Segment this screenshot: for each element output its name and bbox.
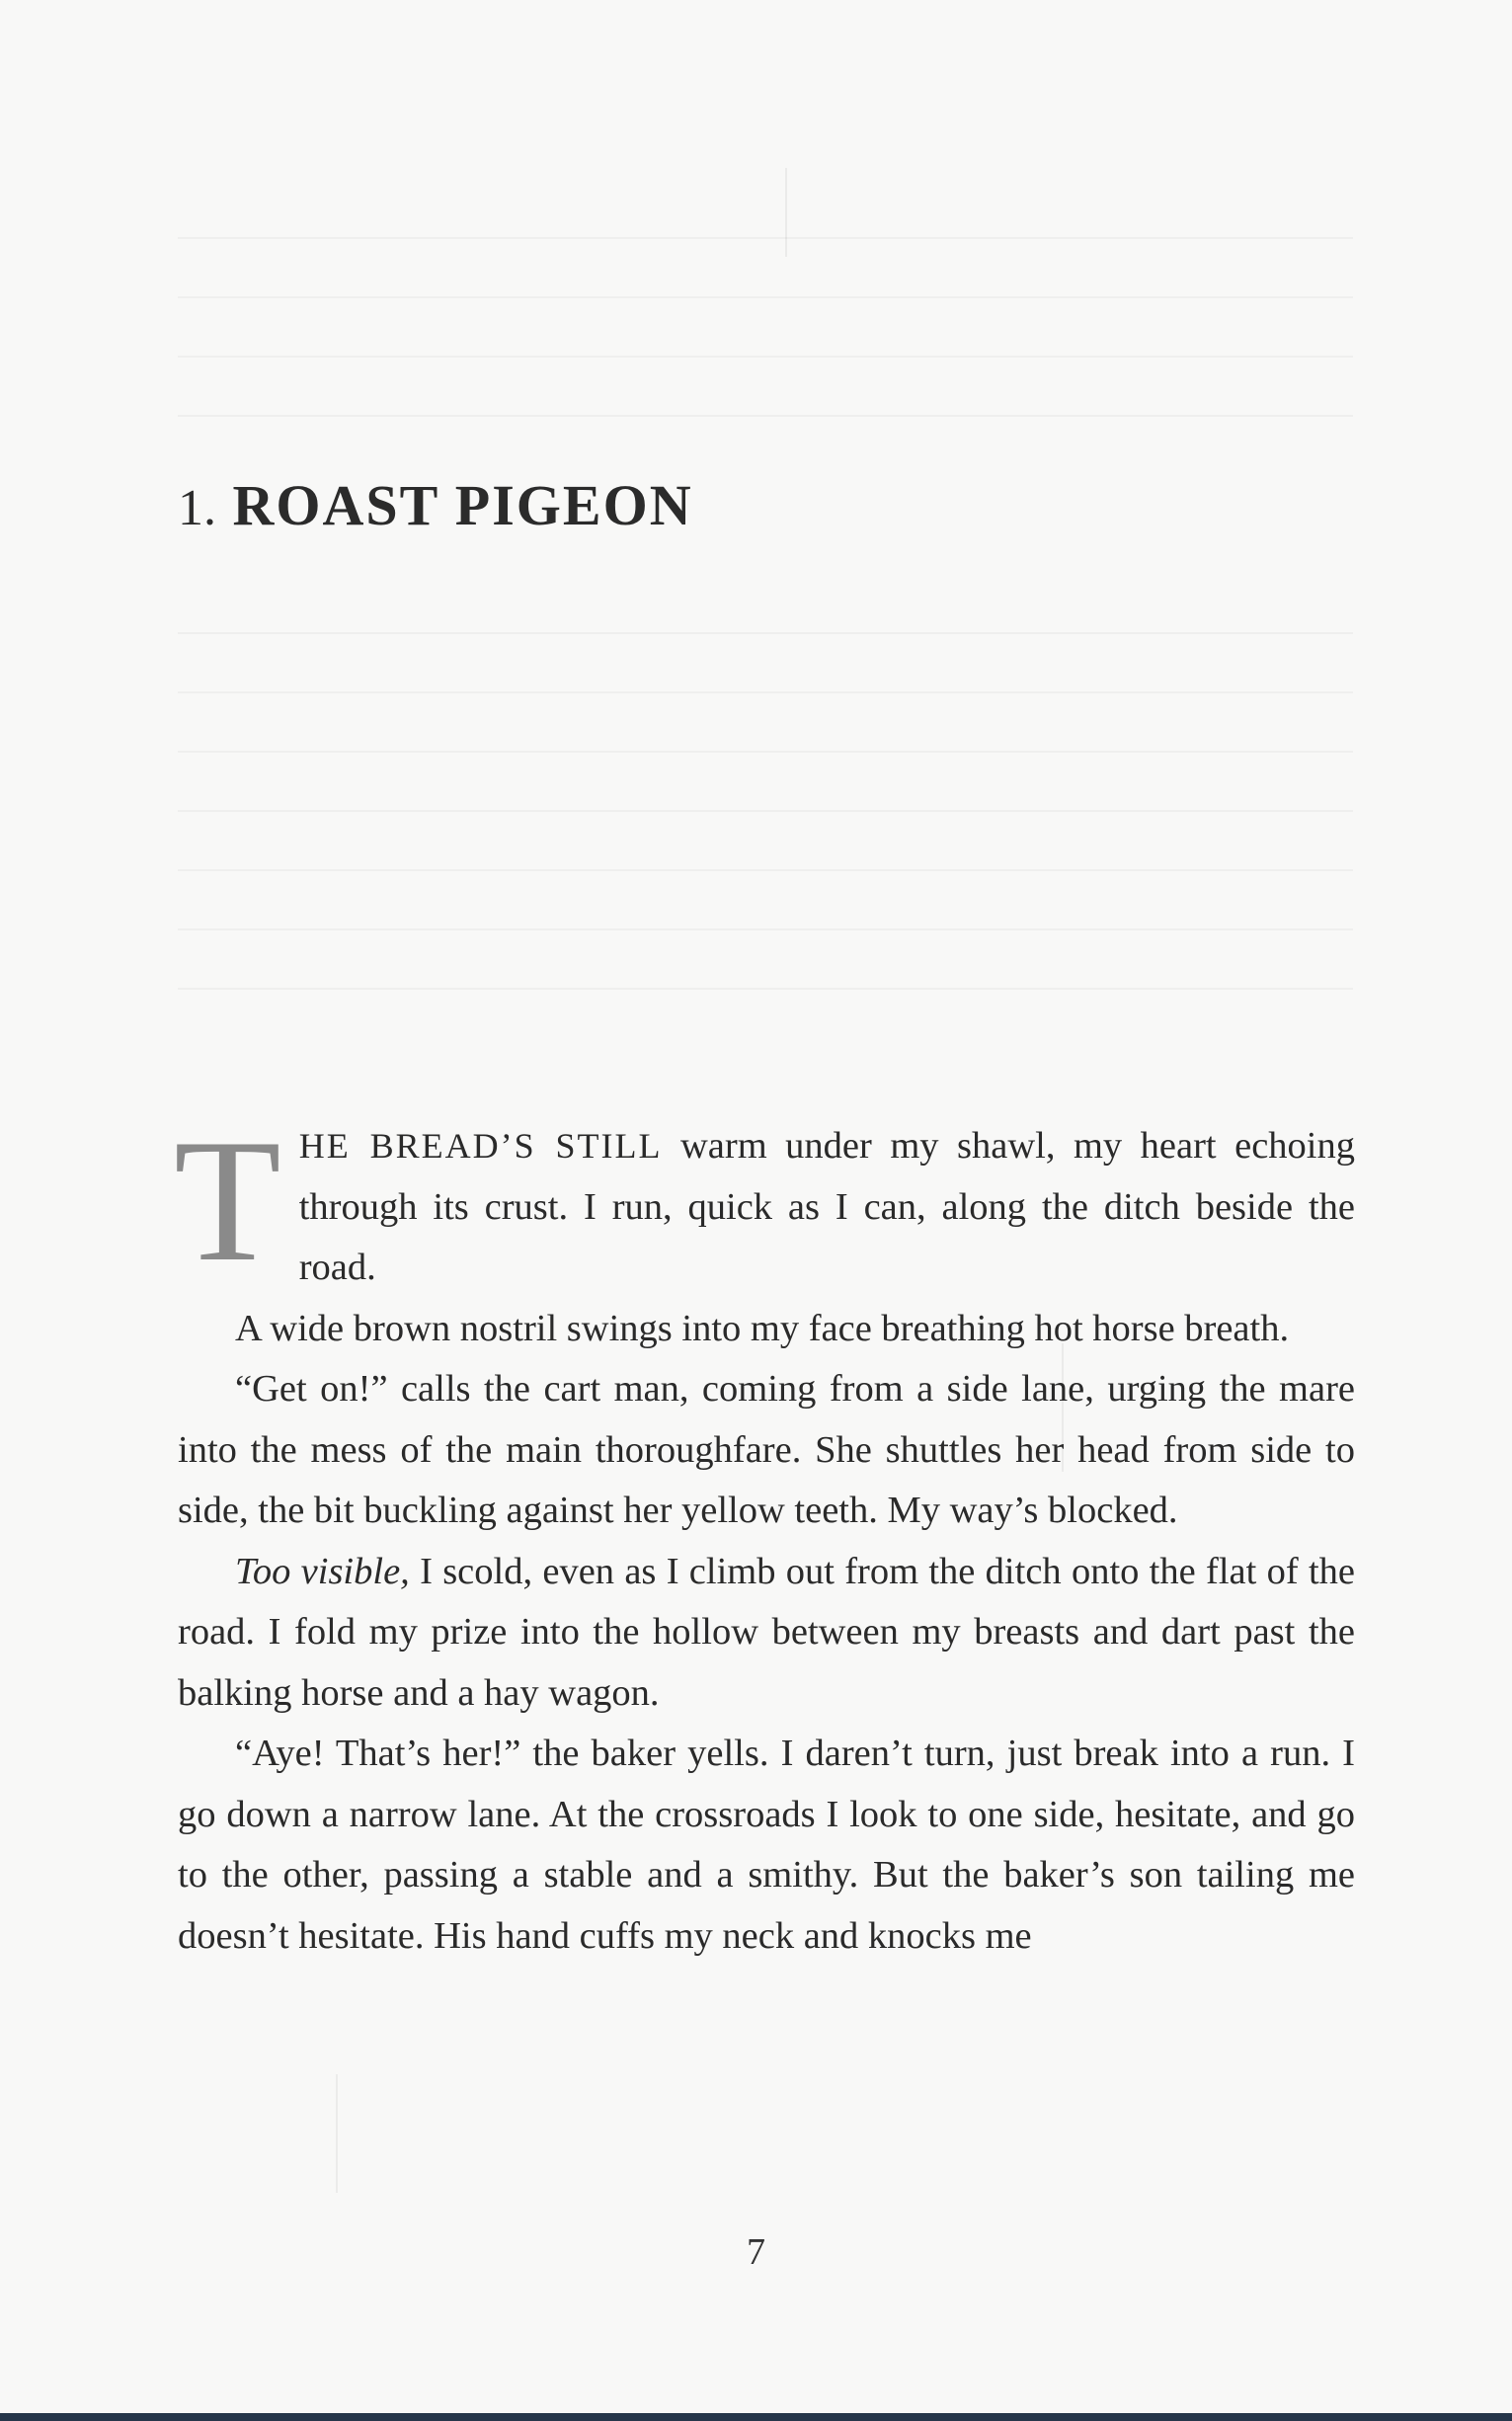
paragraph-3 — [178, 1359, 1355, 1542]
body-text — [174, 1102, 1355, 1967]
show-through-line — [178, 869, 1353, 871]
paragraph-1 — [174, 1102, 1355, 1299]
show-through-line — [178, 928, 1353, 930]
paragraph-2 — [178, 1299, 1355, 1360]
small-caps-lead-in: HE BREAD’S STILL — [298, 1126, 663, 1166]
paragraph-text: warm under my shawl, my heart echoing through its crust. I run, quick as I can, along the ditch beside the road. — [298, 1125, 1355, 1288]
paragraph-5 — [178, 1724, 1355, 1967]
show-through-line — [178, 237, 1353, 239]
show-through-line — [178, 988, 1353, 990]
chapter-title — [178, 472, 693, 538]
show-through-mark — [785, 168, 787, 257]
show-through-line — [178, 632, 1353, 634]
show-through-line — [178, 296, 1353, 298]
chapter-title-text: ROAST PIGEON — [232, 473, 693, 537]
show-through-line — [178, 691, 1353, 693]
scan-edge — [0, 2413, 1512, 2421]
paragraph-text: I scold, even as I climb out from the ditch onto the flat of the road. I fold my prize into the hollow between my breasts and dart past the balking horse and a hay wagon. — [178, 1550, 1355, 1714]
paragraph-4 — [178, 1542, 1355, 1725]
paragraph-text: “Aye! That’s her!” the baker yells. I daren’t turn, just break into a run. I go down a narrow lane. At the crossroads I look to one side, hesitate, and go to the other, passing a stable and a smithy. But the baker’s son tailing me doesn’t hesitate. His hand cuffs my neck and knocks me — [178, 1733, 1355, 1957]
show-through-line — [178, 356, 1353, 358]
show-through-line — [178, 415, 1353, 417]
drop-cap: T — [174, 1102, 281, 1298]
show-through-line — [178, 810, 1353, 812]
show-through-mark — [336, 2074, 338, 2193]
page-number: 7 — [747, 2231, 765, 2273]
chapter-number: 1. — [178, 480, 216, 536]
show-through-line — [178, 751, 1353, 753]
paragraph-text: A wide brown nostril swings into my face breathing hot horse breath. — [235, 1307, 1290, 1349]
paragraph-text: “Get on!” calls the cart man, coming from a side lane, urging the mare into the mess of the main thoroughfare. She shuttles her head from side to side, the bit buckling against her yellow teeth. My way’s blocked. — [178, 1368, 1355, 1531]
emphasized-text: Too visible, — [235, 1550, 410, 1592]
